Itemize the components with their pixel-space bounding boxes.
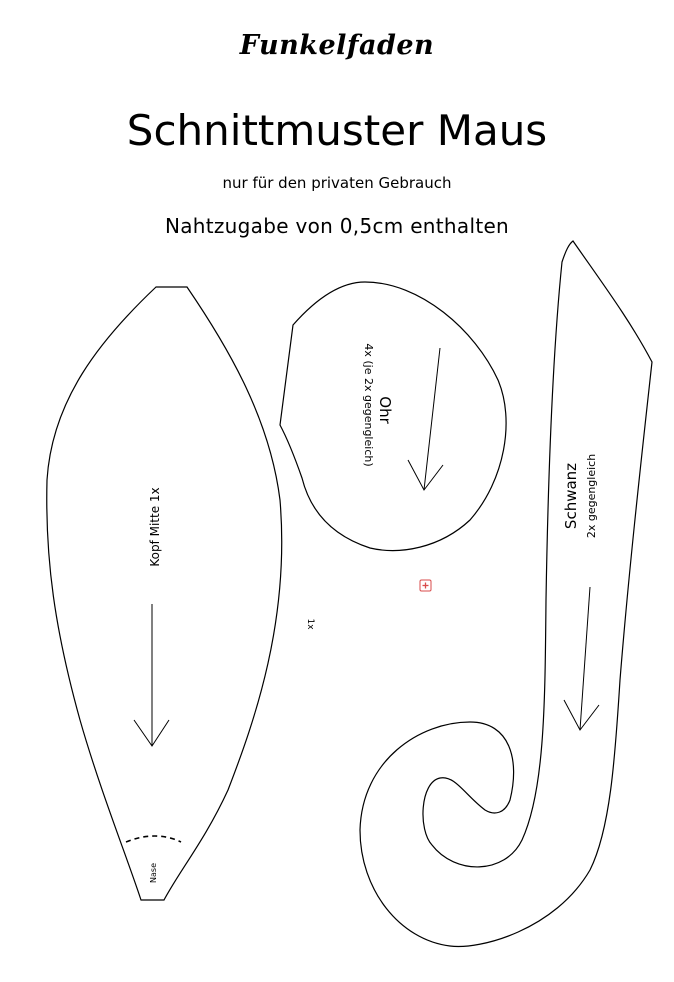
ear-piece <box>280 282 506 551</box>
piece-count-label: 1x <box>305 618 315 630</box>
marker-icon <box>420 580 431 591</box>
tail-piece <box>360 241 652 946</box>
tail-outline <box>360 241 652 946</box>
brand-logo: Funkelfaden <box>239 30 435 61</box>
nose-label: Nase <box>149 863 158 883</box>
nose-seam-line <box>126 836 181 842</box>
grainline-arrow-tail <box>580 587 590 730</box>
ear-count-label: 4x (je 2x gegengleich) <box>362 343 375 467</box>
grainline-arrow-ear <box>424 348 440 490</box>
tail-name-label: Schwanz <box>562 462 580 530</box>
seam-allowance-note: Nahtzugabe von 0,5cm enthalten <box>164 214 510 238</box>
tail-count-label: 2x gegengleich <box>585 453 598 539</box>
head-center-label: Kopf Mitte 1x <box>148 487 162 567</box>
head-center-piece <box>47 287 282 900</box>
head-center-outline <box>47 287 282 900</box>
ear-name-label: Ohr <box>376 396 394 424</box>
page-title: Schnittmuster Maus <box>126 106 548 155</box>
usage-note: nur für den privaten Gebrauch <box>222 174 452 192</box>
